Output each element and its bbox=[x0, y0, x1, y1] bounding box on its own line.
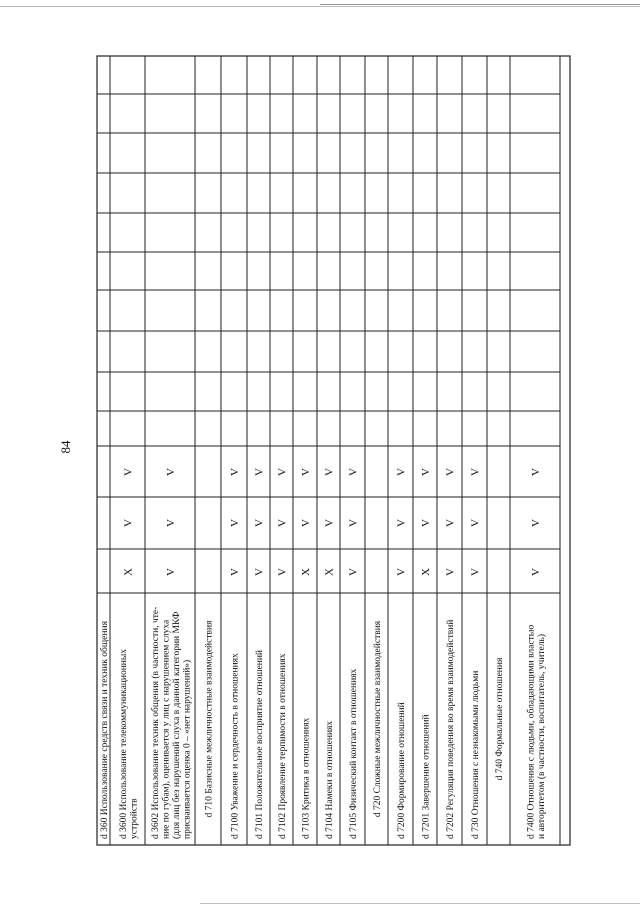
row-label: (для лиц без нарушений слуха в данной категории МКФ bbox=[171, 611, 182, 839]
assessment-mark: V bbox=[444, 519, 457, 527]
table-row bbox=[150, 56, 195, 845]
assessment-mark: V bbox=[347, 468, 360, 476]
row-label: d 7201 Завершение отношений bbox=[421, 714, 432, 839]
assessment-mark: V bbox=[347, 568, 360, 576]
row-label: d 720 Сложные межличностные взаимодействия bbox=[373, 620, 383, 818]
assessment-mark: V bbox=[229, 568, 241, 576]
assessment-mark: V bbox=[469, 568, 482, 576]
assessment-mark: V bbox=[276, 468, 289, 476]
assessment-mark: V bbox=[300, 519, 312, 527]
assessment-mark: Х bbox=[420, 568, 432, 576]
table-row bbox=[254, 56, 271, 845]
assessment-mark: V bbox=[395, 519, 408, 527]
table-section-header bbox=[495, 56, 510, 845]
assessment-mark: V bbox=[276, 519, 289, 527]
row-label: ние по губам), оценивается у лиц с нарушением слуха bbox=[161, 619, 172, 839]
assessment-mark: V bbox=[469, 519, 482, 527]
row-label: d 3602 Использование техник общения (в частности, чте- bbox=[150, 606, 161, 839]
assessment-mark: V bbox=[395, 468, 408, 476]
assessment-mark: V bbox=[229, 468, 241, 476]
row-label: d 710 Базисные межличностные взаимодействия bbox=[204, 620, 215, 818]
row-label: d 7103 Критика в отношениях bbox=[301, 717, 312, 839]
assessment-mark: V bbox=[530, 568, 542, 576]
row-label: и авторитетом (в частности, воспитатель, учитель) bbox=[536, 634, 547, 839]
assessment-mark: V bbox=[323, 468, 336, 476]
assessment-mark: Х bbox=[300, 568, 312, 576]
assessment-mark: V bbox=[395, 568, 408, 576]
assessment-mark: V bbox=[165, 519, 177, 527]
assessment-mark: V bbox=[420, 468, 432, 476]
row-label: d 7105 Физический контакт в отношениях bbox=[349, 668, 359, 839]
table-row bbox=[277, 56, 294, 845]
assessment-mark: V bbox=[165, 568, 177, 576]
assessment-mark: V bbox=[122, 519, 135, 527]
assessment-mark: V bbox=[347, 519, 360, 527]
row-label: устройств bbox=[129, 798, 140, 839]
row-label: d 7400 Отношения с людьми, обладающими властью bbox=[526, 624, 537, 839]
table-row bbox=[348, 56, 366, 845]
table-row bbox=[119, 56, 145, 845]
table-row bbox=[420, 56, 437, 845]
row-label: d 7100 Уважение и сердечность в отношениях bbox=[230, 653, 241, 839]
assessment-mark: V bbox=[420, 519, 432, 527]
assessment-mark: V bbox=[530, 519, 542, 527]
assessment-mark: V bbox=[323, 519, 336, 527]
table-row bbox=[470, 56, 488, 845]
assessment-mark: V bbox=[165, 468, 177, 476]
assessment-mark: V bbox=[229, 519, 241, 527]
table-row bbox=[445, 56, 463, 845]
row-label: d 740 Формальные отношения bbox=[495, 657, 505, 781]
table-row bbox=[324, 56, 341, 845]
row-label: d 7101 Положительное восприятие отношений bbox=[255, 649, 265, 839]
row-label: присваивается оценка 0 – «нет нарушений») bbox=[182, 659, 193, 839]
row-label: d 7104 Намеки в отношениях bbox=[325, 720, 335, 839]
assessment-mark: V bbox=[253, 519, 266, 527]
assessment-mark: V bbox=[253, 568, 266, 576]
table-row bbox=[396, 56, 414, 845]
page-number: 84 bbox=[58, 440, 73, 454]
table-row bbox=[525, 468, 547, 839]
row-label: d 3600 Использование телекоммуникационных bbox=[118, 648, 129, 839]
assessment-mark: V bbox=[444, 568, 457, 576]
row-label: d 7202 Регуляция поведения во время взаимодействий bbox=[446, 619, 456, 839]
table-row bbox=[99, 56, 110, 845]
assessment-mark: V bbox=[253, 468, 266, 476]
assessment-mark: V bbox=[276, 568, 289, 576]
assessment-mark: V bbox=[469, 468, 482, 476]
table-row bbox=[229, 56, 247, 845]
assessment-mark: V bbox=[444, 468, 457, 476]
assessment-mark: V bbox=[122, 468, 135, 476]
assessment-mark: V bbox=[530, 468, 542, 476]
table-section-header bbox=[204, 56, 222, 845]
table-section-header bbox=[372, 56, 388, 845]
assessment-mark: Х bbox=[122, 568, 135, 576]
row-label: d 7102 Проявление терпимости в отношениях bbox=[278, 653, 288, 839]
table-row bbox=[300, 56, 317, 845]
assessment-mark: Х bbox=[323, 568, 336, 576]
row-label: d 360 Использование средств связи и техник общения bbox=[100, 621, 110, 839]
row-label: d 730 Отношения с незнакомыми людьми bbox=[471, 670, 481, 839]
assessment-mark: V bbox=[300, 468, 312, 476]
row-label: d 7200 Формирование отношений bbox=[397, 702, 407, 839]
